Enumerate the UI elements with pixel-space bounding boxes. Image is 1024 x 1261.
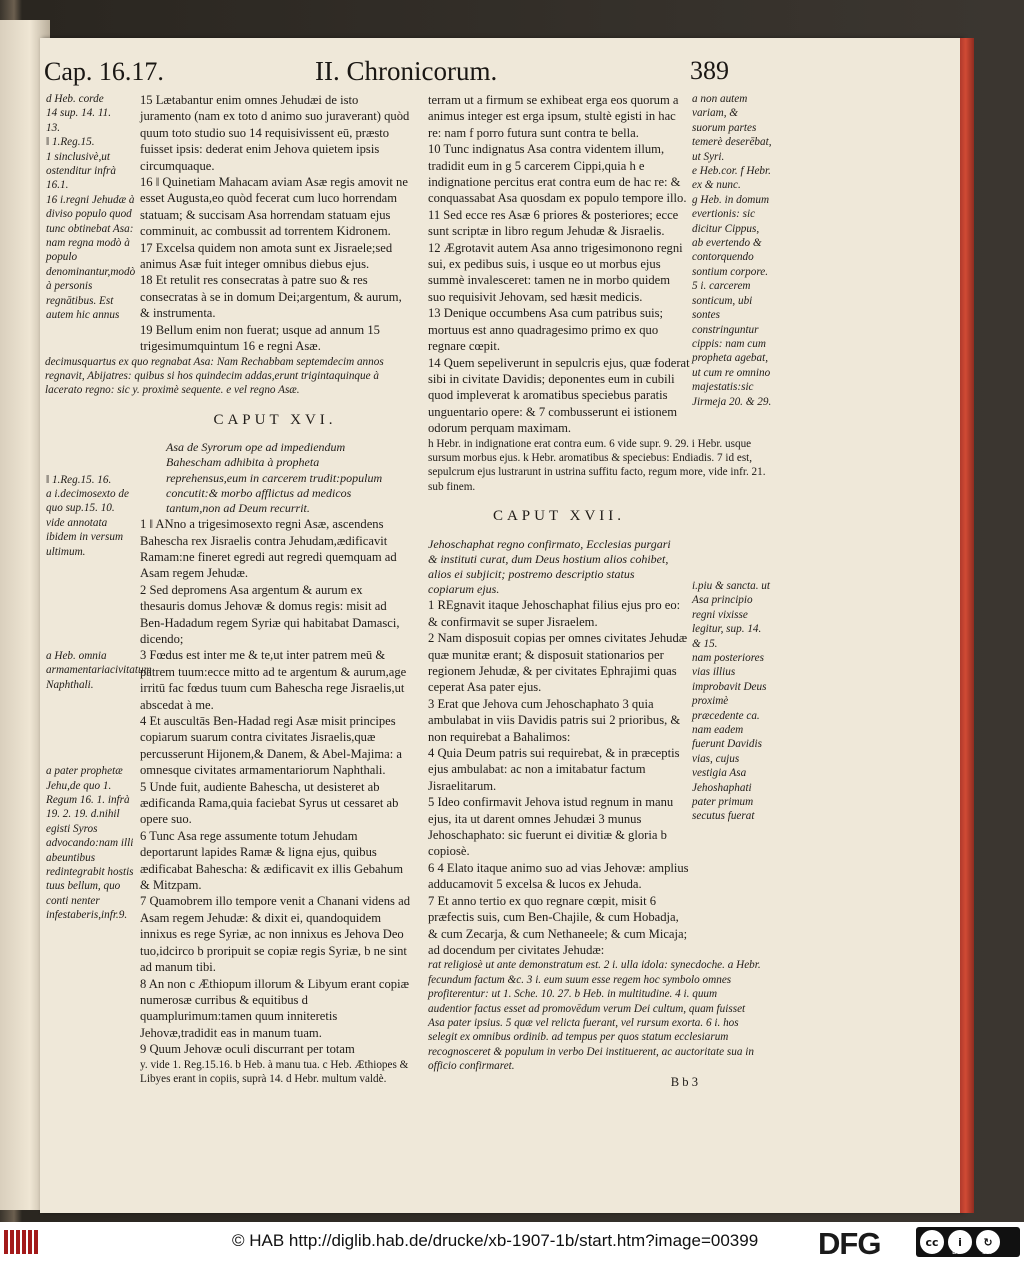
running-head-chapter: Cap. 16.17. xyxy=(44,57,164,86)
cc-icon: cc xyxy=(920,1230,944,1254)
verse: 12 Ægrotavit autem Asa anno trigesimonono regni sui, ex pedibus suis, i usque eo ut morbus ejus summè invalesceret: tamen ne in morbo quidem suo requisivit Jehovam, sed hæsit medicis. xyxy=(428,240,683,304)
margin-note: 5 i. carcerem sonticum, ubi sontes constringuntur cippis: nam cum propheta agebat, ut cum re omnino majestatis:sic Jirmeja 20. & 29. xyxy=(692,280,772,408)
verse: 2 Nam disposuit copias per omnes civitates Jehudæ quæ munitæ erant; & disposuit stationarios per regionem Jehudæ, & per civitates Ephrajimi quas ceperat Asa pater ejus. xyxy=(428,631,688,695)
chapter-summary: Asa de Syrorum ope ad impediendum Bahescham adhibita à propheta reprehensus,eum in carcerem trudit:populum concutit:& morbo afflictus ad medicos tantum,non ad Deum recurrit. xyxy=(166,440,383,515)
margin-note: ‖ 1.Reg.15. 16. xyxy=(46,473,112,486)
footnotes: rat religiosè ut ante demonstratum est. 2 i. ulla idola: synecdoche. a Hebr. fecundum factum &c. 3 i. eum suum esse regem hoc symbolo omnes profiterentur: ut 1. Sche. 10. 27. b Heb. in multitudine. 4 i. quum audentior factus esset ad promovēdum verum Dei cultum, quam fuisset Asa pater ipsius. 5 quæ vel relicta fuerant, vel rursum exorta. 6 i. hos selegit ex omnibus ordinib. ad tempus per quos statum ecclesiarum recognosceret & populum in verbo Dei instituerent, ac auctoritate sua in officio confirmaret. xyxy=(428,959,761,1073)
verse: 8 An non c Æthiopum illorum & Libyum erant copiæ numerosæ curribus & equitibus d quamplurimum:tamen quum inniteretis Jehovæ,tradidit eas in manum tuam. xyxy=(140,976,409,1040)
margin-note: e Heb.cor. f Hebr. ex & nunc. xyxy=(692,165,771,192)
right-margin-notes xyxy=(692,92,772,824)
verse: 16 ‖ Quinetiam Mahacam aviam Asæ regis amovit ne esset Augusta,eo quòd fecerat cum luco horrendam statuam; & succisam Asa horrendam statuam ejus comminuit, ac combussit ad torrentem Kidronem. xyxy=(140,175,408,239)
margin-note: i.piu & sancta. ut Asa principio regni vixisse legitur, sup. 14. & 15. xyxy=(692,579,771,650)
verse: 3 Fœdus est inter me & te,ut inter patrem meū & patrem tuum:ecce mitto ad te argentum & aurum,age irritū fac fœdus tuum cum Bahescha rege Jisraelis,ut abscedat à me. xyxy=(140,648,407,712)
margin-note: 14 sup. 14. 11. xyxy=(46,107,112,120)
margin-note: ‖ 1.Reg.15. xyxy=(46,136,95,149)
verse: 19 Bellum enim non fuerat; usque ad annum 15 trigesimumquintum 16 e regni Asæ. xyxy=(140,322,380,354)
verse: 18 Et retulit res consecratas à patre suo & res consecratas à se in domum Dei;argentum, & aurum, & instrumenta. xyxy=(140,273,402,321)
creative-commons-badge[interactable] xyxy=(916,1227,1020,1257)
sa-label: SA xyxy=(982,1248,992,1256)
margin-note: a non autem variam, & suorum partes temerè deserēbat, ut Syri. xyxy=(692,93,772,163)
verse: 7 Et anno tertio ex quo regnare cœpit, misit 6 præfectis suis, cum Ben-Chajile, & cum Hobadja, & cum Zecarja, & cum Nethaneele; & cum Micaja; ad docendum per civitates Jehudæ: xyxy=(428,893,688,957)
red-page-edge xyxy=(960,38,974,1213)
chapter-heading: CAPUT XVI. xyxy=(213,411,337,428)
verse: 9 Quum Jehovæ oculi discurrant per totam xyxy=(140,1042,355,1057)
verse: 6 4 Elato itaque animo suo ad vias Jehovæ: amplius adducamovit 5 excelsa & lucos ex Jehuda. xyxy=(428,860,689,892)
dfg-logo: DFG xyxy=(818,1226,881,1261)
library-logo-icon xyxy=(4,1230,40,1254)
verse: 7 Quamobrem illo tempore venit a Chanani videns ad Asam regem Jehudæ: & dixit ei, quandoquidem innixus es rege Syriæ, ac non innixus es Jehova Deo tuo,idcirco b proripuit se copiæ regis Syriæ, b ne sint ad manum tibi. xyxy=(140,894,410,975)
verse: 15 Lætabantur enim omnes Jehudæi de isto juramento (nam ex toto d animo suo juraverant) quòd quum toto studio suo 14 requisivissent eū, præsto fuisset ipsis: dederat enim Jehova quietem ipsis circumquaque. xyxy=(140,93,410,173)
page-number: 389 xyxy=(690,56,729,85)
verse: 6 Tunc Asa rege assumente totum Jehudam deportarunt lapides Ramæ & ligna ejus, quibus ædificabat Bahescha: & ædificavit ex illis Gebahum & Mitzpam. xyxy=(140,828,403,893)
by-label: BY xyxy=(952,1248,961,1256)
margin-note: a i.decimosexto de quo sup.15. 10. vide annotata ibidem in versum ultimum. xyxy=(46,487,129,558)
verse: 14 Quem sepeliverunt in sepulcris ejus, quæ foderat sibi in civitate Davidis; deponentes eum in cubili quod impleverat k aromatibus speciebus paratis unguentario opere: & 7 combusserunt ei istionem odorum perquam maximam. xyxy=(428,355,690,436)
share-alike-icon: ↻ xyxy=(976,1230,1000,1254)
verse: 2 Sed depromens Asa argentum & aurum ex thesauris domus Jehovæ & domus regis: misit ad Ben-Hadadum regem Syriæ qui habitabat Damasci, dicendo; xyxy=(140,582,400,646)
footnotes: h Hebr. in indignatione erat contra eum. 6 vide supr. 9. 29. i Hebr. usque sursum morbus ejus. k Hebr. aromatibus & speciebus: Endiadis. 7 id est, sepulcrum ejus lustrarunt in ustrina suffitu facto, regum more, vide infr. 21. sub finem. xyxy=(428,437,766,493)
margin-note: d Heb. corde xyxy=(46,93,104,105)
attribution-icon: i xyxy=(948,1230,972,1254)
margin-note: 16 i.regni Jehudæ à diviso populo quod tunc obtinebat Asa: nam regna modò à populo denominantur,modò à personis regnātibus. Est autem hic annus xyxy=(46,193,136,322)
verse: 17 Excelsa quidem non amota sunt ex Jisraele;sed animus Asæ fuit integer omnibus diebus ejus. xyxy=(140,240,393,272)
verse: 10 Tunc indignatus Asa contra videntem illum, tradidit eum in g 5 carcerem Cippi,quia h e indignatione percitus erat contra eum de hac re: & conquassabat Asa quosdam ex populo tempore illo. xyxy=(428,142,687,206)
margin-note: g Heb. in domum evertionis: sic dicitur Cippus, ab evertendo & contorquendo sontium corpore. xyxy=(692,193,770,278)
footnote-continued: decimusquartus ex quo regnabat Asa: Nam Rechabbam septemdecim annos regnavit, Abijatres: quibus si hos quindecim addas,erunt trigintaquinque à lacerato regno: sic y. proximè sequente. e vel regno Asæ. xyxy=(45,355,384,397)
citation-link[interactable]: © HAB http://diglib.hab.de/drucke/xb-1907-1b/start.htm?image=00399 xyxy=(232,1231,759,1250)
margin-note: 1 sinclusivè,ut ostenditur infrà 16.1. xyxy=(46,150,116,192)
verse: 1 REgnavit itaque Jehoschaphat filius ejus pro eo: & confirmavit se super Jisraelem. xyxy=(428,598,681,629)
margin-note: a pater prophetæ Jehu,de quo 1. Regum 16. 1. infrà 19. 2. 19. d.nihil egisti Syros advocando:nam illi abeuntibus redintegrabit hostis tuus bellum, quo conti nenter infestaberis,infr.9. xyxy=(46,765,134,922)
verse: 4 Quia Deum patris sui requirebat, & in præceptis ejus ambulabat: ac non a imitabatur factum Jisraelitarum. xyxy=(428,746,680,793)
verse: 3 Erat que Jehova cum Jehoschaphato 3 quia ambulabat in viis Davidis patris sui 2 prioribus, & non requirebat a Bahalimos: xyxy=(428,696,681,744)
verse: 5 Unde fuit, audiente Bahescha, ut desisteret ab ædificanda Rama,quia faciebat Syrus ut cessaret ab opere suo. xyxy=(140,779,399,827)
verse: 4 Et auscultās Ben-Hadad regi Asæ misit principes copiarum suarum contra civitates Jisraelis,quæ percusserunt Hijonem,& Danem, & Abel-Majima: a omnesque civitates armamentariorum Naphthali. xyxy=(140,714,402,778)
running-head-book: II. Chronicorum. xyxy=(315,56,498,86)
verse: 1 ‖ ANno a trigesimosexto regni Asæ, ascendens Bahescha rex Jisraelis contra Jehudam,ædificavit Ramam:ne fineret egredi aut regredi quemquam ad Asam regem Jehudæ. xyxy=(140,517,397,581)
footnotes: y. vide 1. Reg.15.16. b Heb. à manu tua. c Heb. Æthiopes & Libyes erant in copiis, suprà 14. d Hebr. multum valdè. xyxy=(140,1058,409,1085)
chapter-heading: CAPUT XVII. xyxy=(492,508,626,525)
verse: 11 Sed ecce res Asæ 6 priores & posteriores; ecce sunt scriptæ in libro regum Jehudæ & Jisraelis. xyxy=(428,207,679,239)
margin-note: nam posteriores vias illius improbavit Deus proximè præcedente ca. nam eadem fuerunt Davidis xyxy=(692,651,767,751)
signature-mark: B b 3 xyxy=(670,1074,698,1089)
verse: 5 Ideo confirmavit Jehova istud regnum in manu ejus, ita ut darent omnes Jehudæi 3 munus Jehoschaphato: sic fuerunt ei divitiæ & gloria b copiosè. xyxy=(428,795,674,859)
margin-note: vias, cujus vestigia Asa Jehoshaphati pater primum secutus fuerat xyxy=(692,752,755,823)
verse: terram ut a firmum se exhibeat erga eos quorum a animus integer est erga ipsum, stultè egisti in hac re: nam f porro futura sunt contra te bella. xyxy=(428,93,679,140)
viewer-footer xyxy=(0,1222,1024,1261)
chapter-summary: Jehoschaphat regno confirmato, Ecclesias purgari & instituti curat, dum Deus hostium alios cohibet, alios ei subjicit; postremo descriptio status copiarum ejus. xyxy=(428,536,671,597)
margin-note: a Heb. omnia armamentariacivitatum Naphthali. xyxy=(46,649,152,691)
verse: 13 Denique occumbens Asa cum patribus suis; mortuus est anno quadragesimo primo ex quo regnare cœpit. xyxy=(428,306,664,354)
left-margin-notes xyxy=(46,92,152,923)
margin-note: 13. xyxy=(46,121,60,134)
